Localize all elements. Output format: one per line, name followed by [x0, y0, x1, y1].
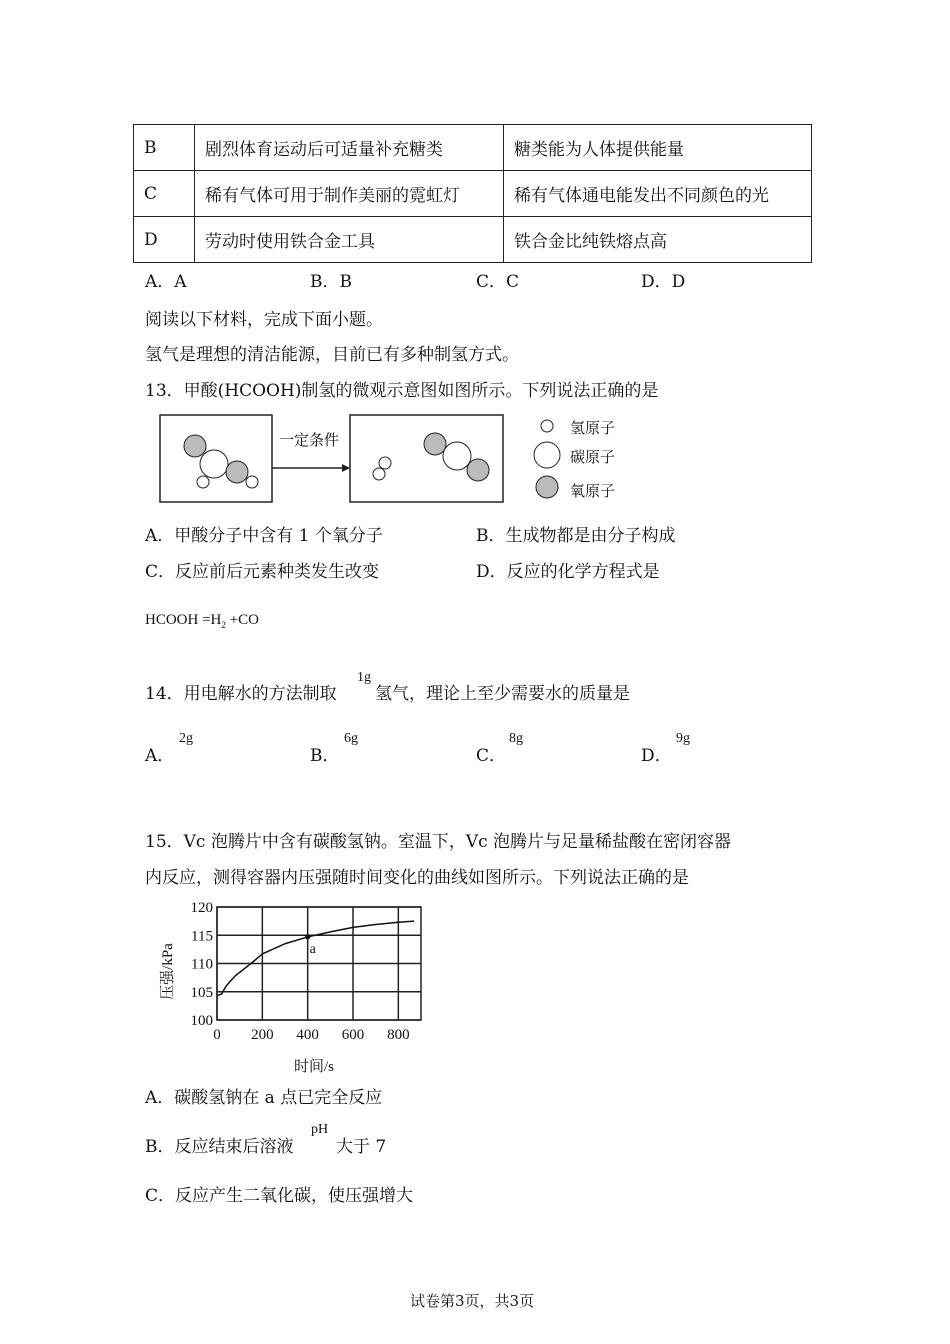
legend-carbon: 碳原子: [570, 448, 616, 466]
option-a[interactable]: A．甲酸分子中含有 1 个氧分子: [145, 526, 383, 546]
cell: 稀有气体通电能发出不同颜色的光: [504, 171, 812, 217]
table-row: [134, 217, 812, 263]
table-row: [134, 171, 812, 217]
option-d[interactable]: D．: [641, 746, 672, 766]
carbon-atom-icon: [534, 442, 560, 468]
legend-hydrogen: 氢原子: [570, 419, 616, 437]
legend-oxygen: 氧原子: [570, 482, 616, 500]
option-a[interactable]: A．A: [145, 272, 187, 292]
x-tick-label: 0: [213, 1027, 221, 1043]
intro-text: 阅读以下材料，完成下面小题。: [145, 310, 383, 330]
hydrogen-atom-icon: [541, 420, 553, 432]
equation-subscript: 2: [221, 620, 226, 630]
y-tick-label: 115: [191, 928, 213, 945]
option-d[interactable]: D．反应的化学方程式是: [476, 562, 660, 582]
cell: 剧烈体育运动后可适量补充糖类: [195, 125, 504, 171]
option-a[interactable]: A．: [145, 746, 175, 766]
pressure-curve: [217, 921, 414, 996]
answer-table: [133, 124, 812, 263]
point-a: [305, 934, 310, 939]
question-15-stem: 内反应，测得容器内压强随时间变化的曲线如图所示。下列说法正确的是: [145, 868, 689, 888]
equation-left: HCOOH =H: [145, 612, 222, 628]
x-tick-label: 200: [251, 1027, 274, 1043]
ph-label: pH: [311, 1122, 329, 1137]
option-b-text-end: 大于 7: [336, 1137, 387, 1157]
cell: 稀有气体可用于制作美丽的霓虹灯: [195, 171, 504, 217]
x-tick-label: 600: [341, 1027, 365, 1043]
pressure-chart: [150, 890, 440, 1080]
cell: C: [134, 171, 195, 217]
option-c[interactable]: C．: [476, 746, 507, 766]
intro-text: 氢气是理想的清洁能源，目前已有多种制氢方式。: [145, 345, 519, 365]
option-a-value: 2g: [179, 731, 193, 746]
option-b-value: 6g: [344, 731, 358, 746]
question-15-stem: 15．Vc 泡腾片中含有碳酸氢钠。室温下，Vc 泡腾片与足量稀盐酸在密闭容器: [145, 832, 732, 852]
reaction-diagram: [155, 410, 635, 510]
option-c-value: 8g: [509, 731, 523, 746]
question-14-stem-a: 14．用电解水的方法制取: [145, 684, 337, 704]
x-tick-label: 800: [387, 1027, 410, 1043]
x-axis-label: 时间/s: [293, 1059, 335, 1075]
page-footer: 试卷第3页，共3页: [410, 1292, 535, 1310]
point-a-label: a: [309, 941, 316, 957]
option-b-text[interactable]: B．反应结束后溶液: [145, 1137, 294, 1157]
option-c[interactable]: C．反应前后元素种类发生改变: [145, 562, 380, 582]
option-a[interactable]: A．碳酸氢钠在 a 点已完全反应: [145, 1088, 383, 1108]
option-c[interactable]: C．C: [476, 272, 520, 292]
option-b[interactable]: B．B: [310, 272, 352, 292]
option-d-value: 9g: [676, 731, 690, 746]
y-tick-label: 105: [190, 984, 213, 1001]
reaction-condition: 一定条件: [279, 431, 340, 449]
equation-right: +CO: [225, 612, 259, 628]
option-b[interactable]: B．: [310, 746, 340, 766]
y-axis-label: 压强/kPa: [160, 943, 176, 1000]
mass-value: 1g: [357, 670, 371, 685]
y-tick-label: 120: [190, 900, 213, 916]
oxygen-atom-icon: [536, 476, 558, 498]
question-13-stem: 13．甲酸(HCOOH)制氢的微观示意图如图所示。下列说法正确的是: [145, 381, 659, 401]
cell: B: [134, 125, 195, 171]
x-tick-label: 400: [296, 1027, 319, 1043]
option-c[interactable]: C．反应产生二氧化碳，使压强增大: [145, 1186, 414, 1206]
cell: D: [134, 217, 195, 263]
option-d[interactable]: D．D: [641, 272, 686, 292]
cell: 铁合金比纯铁熔点高: [504, 217, 812, 263]
table-row: [134, 125, 812, 171]
question-14-stem-b: 氢气，理论上至少需要水的质量是: [375, 684, 630, 704]
y-tick-label: 110: [191, 956, 213, 973]
option-b[interactable]: B．生成物都是由分子构成: [476, 526, 676, 546]
y-tick-label: 100: [190, 1013, 213, 1029]
cell: 糖类能为人体提供能量: [504, 125, 812, 171]
cell: 劳动时使用铁合金工具: [195, 217, 504, 263]
equation: [145, 610, 259, 635]
